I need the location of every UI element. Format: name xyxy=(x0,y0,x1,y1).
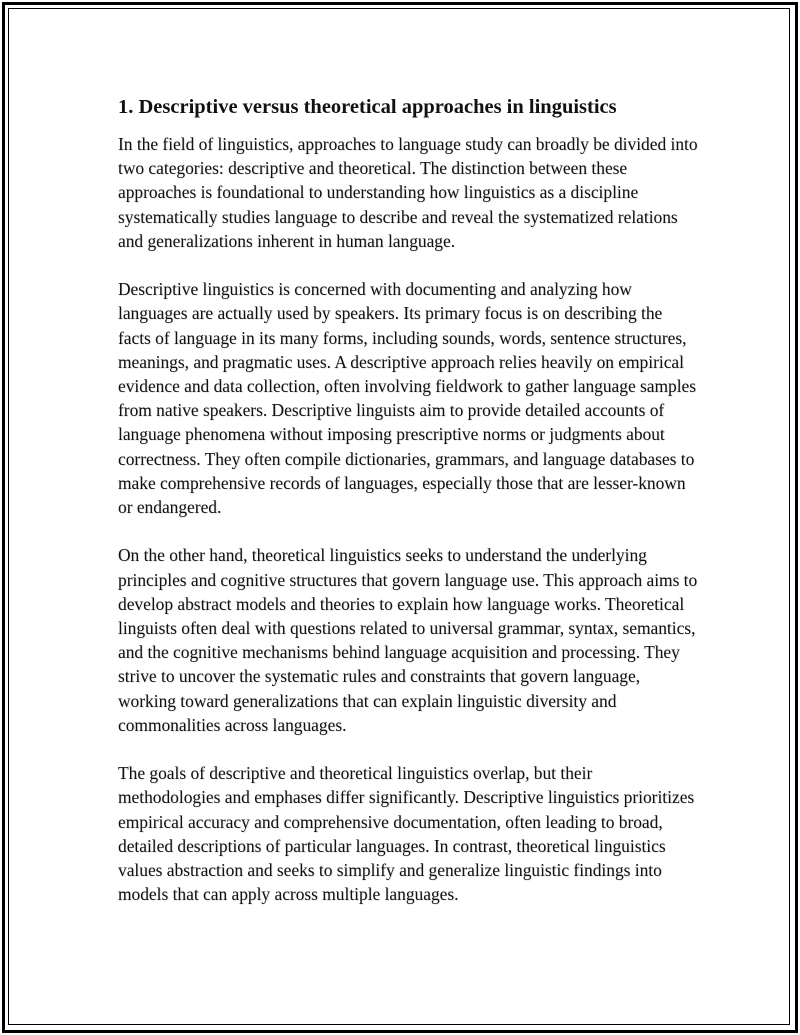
section-heading: 1. Descriptive versus theoretical approaches in linguistics xyxy=(118,96,617,118)
paragraph-comparison: The goals of descriptive and theoretical linguistics overlap, but their methodologies and emphases differ significantly. Descriptive linguistics prioritizes empirical accuracy and comprehensive documentation, often leading to broad, detailed descriptions of particular languages. In contrast, theoretical linguistics values abstraction and seeks to simplify and generalize linguistic findings into models that can apply across multiple languages. xyxy=(118,763,695,905)
paragraph-intro: In the field of linguistics, approaches to language study can broadly be divided into two categories: descriptive and theoretical. The distinction between these approaches is foundational to understanding how linguistics as a discipline systematically studies language to describe and reveal the systematized relations and generalizations inherent in human language. xyxy=(118,134,698,251)
paragraph-descriptive: Descriptive linguistics is concerned with documenting and analyzing how languages are actually used by speakers. Its primary focus is on describing the facts of language in its many forms, including sounds, words, sentence structures, meanings, and pragmatic uses. A descriptive approach relies heavily on empirical evidence and data collection, often involving fieldwork to gather language samples from native speakers. Descriptive linguists aim to provide detailed accounts of language phenomena without imposing prescriptive norms or judgments about correctness. They often compile dictionaries, grammars, and language databases to make comprehensive records of languages, especially those that are lesser-known or endangered. xyxy=(118,279,697,518)
document-body xyxy=(118,92,698,931)
paragraph-theoretical: On the other hand, theoretical linguistics seeks to understand the underlying principles and cognitive structures that govern language use. This approach aims to develop abstract models and theories to explain how language works. Theoretical linguists often deal with questions related to universal grammar, syntax, semantics, and the cognitive mechanisms behind language acquisition and processing. They strive to uncover the systematic rules and constraints that govern language, working toward generalizations that can explain linguistic diversity and commonalities across languages. xyxy=(118,545,698,735)
